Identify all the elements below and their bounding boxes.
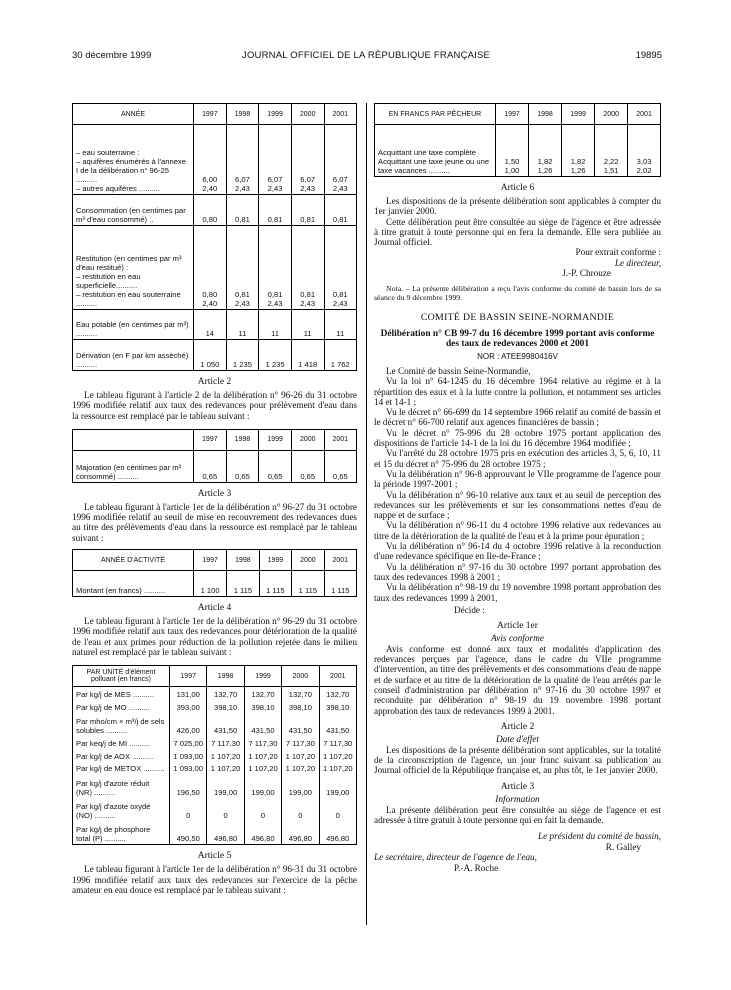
cell-value: 1 093,00: [170, 749, 207, 762]
cell-value: 199,00: [319, 774, 356, 797]
cell-value: 1 235: [226, 340, 259, 370]
row-label: Dérivation (en F par km assèché) ..........: [76, 351, 189, 369]
table-majoration: [72, 429, 357, 483]
cell-value: 1 050: [194, 340, 227, 370]
row-label: Par kg/j de AOX ..........: [76, 751, 154, 761]
preamble-paragraph: Le Comité de bassin Seine-Normandie,: [386, 365, 531, 376]
year-header: 2000: [291, 430, 324, 451]
table-row: [73, 687, 356, 700]
article-3-text: Le tableau figurant à l'article 1er de la délibération n° 96-27 du 31 octobre 1996 modifiée relatif au seuil de mise en recouvrement des redevances dues au titre des prélèvements d'eau dans la ressource est remplacé par le tableau suivant :: [72, 501, 357, 543]
table-row: [375, 125, 660, 177]
cell-value: 398,10: [282, 700, 319, 713]
cell-value: 2,22 1,51: [595, 125, 628, 177]
cell-value: 0,81: [291, 195, 324, 226]
table-row: [73, 450, 356, 482]
year-header: 2000: [595, 104, 628, 125]
preamble-paragraph: Vu la délibération n° 96-11 du 4 octobre 1996 relative aux redevances au titre de la détérioration de la qualité de l'eau et à la prime pour épuration ;: [374, 520, 661, 541]
column-header: [73, 430, 194, 451]
president-name: R. Galley: [605, 841, 641, 852]
cell-value: 7 117,30: [319, 736, 356, 749]
data-table: [73, 550, 356, 596]
cb-article-3-text: La présente délibération peut être consultée au siège de l'agence et est adressée à titre gratuit à toute personne qui en fait la demande.: [374, 804, 661, 826]
row-label: Par kg/j de METOX ..........: [76, 764, 165, 774]
year-header: 1997: [170, 666, 207, 687]
preamble-paragraph: Vu la délibération n° 96-10 relative aux taux et au seuil de perception des redevances sur les prélèvements et sur les consommations nettes d'eau de nappe et de surface ;: [374, 489, 661, 521]
row-label: Majoration (en centimes par m³ consommé) ..........: [76, 462, 182, 481]
cb-article-1-subtitle: Avis conforme: [491, 633, 544, 644]
cell-value: 11: [259, 309, 292, 340]
cell-value: 496,80: [319, 821, 356, 844]
year-header: 2001: [324, 550, 356, 571]
cell-value: 426,00: [170, 713, 207, 736]
column-header: ANNÉE: [73, 104, 194, 125]
cell-value: 1,82 1,26: [529, 125, 562, 177]
table-row: [73, 736, 356, 749]
row-label: Par kg/j de phosphore total (P) ..........: [76, 825, 151, 844]
table-peche: [374, 103, 661, 177]
row-label: Consommation (en centimes par m³ d'eau consommé) ..: [73, 195, 194, 226]
year-header: 2001: [319, 666, 356, 687]
article-3-title: Article 3: [197, 488, 232, 499]
cell-value: 0,65: [259, 450, 292, 482]
cell-value: 199,00: [207, 774, 244, 797]
president-role: Le président du comité de bassin,: [538, 831, 661, 842]
year-header: 1997: [194, 104, 227, 125]
cell-value: 0,81: [226, 195, 259, 226]
row-label: Restitution (en centimes par m³ d'eau restitué) : – restitution en eau superficielle.......... – restitution en eau souterraine ..........: [73, 226, 194, 310]
table-pollution: [72, 665, 357, 845]
cell-value: 0,65: [194, 450, 227, 482]
cell-value: 132,70: [282, 687, 319, 700]
cb-article-2-text: Les dispositions de la présente délibération sont applicables, sur la totalité de la circonscription de l'agence, un jour franc suivant sa publication au Journal officiel de la République française et, au plus tôt, le 1er janvier 2000.: [374, 744, 661, 776]
data-table: [73, 430, 356, 482]
cell-value: 496,80: [282, 821, 319, 844]
cell-value: 6,07 2,43: [324, 125, 356, 195]
cell-value: 14: [194, 309, 227, 340]
table-row: [73, 821, 356, 844]
article-2-title: Article 2: [197, 377, 232, 387]
row-label: Acquittant une taxe complète Acquittant une taxe jeune ou une taxe vacances ..........: [378, 148, 490, 175]
cell-value: 1 093,00: [170, 762, 207, 775]
year-header: 2001: [628, 104, 660, 125]
director-name: J.-P. Chrouze: [562, 268, 611, 279]
cell-value: 1 107,20: [319, 749, 356, 762]
cell-value: 398,10: [207, 700, 244, 713]
cb-article-2-subtitle: Date d'effet: [495, 734, 540, 745]
header-title: JOURNAL OFFICIEL DE LA RÉPUBLIQUE FRANÇAISE: [242, 50, 491, 61]
article-6-p2: Cette délibération peut être consultée au siège de l'agence et être adressée à titre gratuit à toute personne qui en fera la demande. Elle sera publiée au Journal officiel.: [374, 216, 661, 248]
cell-value: 1 418: [291, 340, 324, 370]
preamble: [374, 366, 661, 603]
cell-value: 0,80: [194, 195, 227, 226]
cell-value: 1 107,20: [282, 762, 319, 775]
article-2-text: Le tableau figurant à l'article 2 de la délibération n° 96-26 du 31 octobre 1996 modifiée relatif aux taux des redevances pour prélèvement d'eau dans la ressource est remplacé par le tableau suivant :: [72, 390, 357, 421]
row-label: Par kg/j d'azote oxydé (NO) ..........: [76, 801, 151, 820]
year-header: 1998: [226, 104, 259, 125]
right-column: [374, 103, 661, 873]
cell-value: 1 107,20: [244, 749, 281, 762]
cell-value: 0,65: [291, 450, 324, 482]
column-header: ANNÉE D'ACTIVITÉ: [73, 550, 194, 571]
cell-value: 0: [207, 798, 244, 821]
year-header: 1999: [259, 550, 291, 571]
director-role: Le directeur,: [614, 257, 661, 268]
cell-value: 431,50: [319, 713, 356, 736]
row-label: Montant (en francs) ..........: [76, 586, 166, 596]
column-header: PAR UNITÉ d'élément polluant (en francs): [73, 666, 170, 687]
year-header: 2001: [324, 104, 356, 125]
cell-value: 496,80: [207, 821, 244, 844]
cell-value: 0,81 2,43: [259, 226, 292, 310]
cell-value: 1 115: [227, 571, 259, 597]
row-label: Par kg/j de MO ..........: [76, 702, 150, 712]
data-table: [73, 104, 356, 370]
preamble-paragraph: Vu la délibération n° 97-16 du 30 octobre 1997 portant approbation des taux des redevances 1998 à 2001 ;: [374, 561, 661, 582]
cell-value: 0,81 2,43: [226, 226, 259, 310]
preamble-paragraph: Vu le décret n° 75-996 du 28 octobre 1975 portant application des dispositions de l'article 14-1 de la loi du 16 décembre 1964 modifiée ;: [374, 427, 661, 449]
header-page-number: 19895: [635, 50, 662, 61]
cell-value: 132,70: [319, 687, 356, 700]
year-header: 1998: [226, 430, 259, 451]
cell-value: 1 115: [259, 571, 291, 597]
table-row: [73, 309, 356, 340]
article-4-text: Le tableau figurant à l'article 1er de la délibération n° 96-29 du 31 octobre 1996 modifiée relatif aux taux des redevances pour détérioration de la qualité de l'eau et aux primes pour réduction de la pollution rejetée dans le milieu naturel est remplacé par le tableau suivant :: [72, 616, 357, 657]
cell-value: 398,10: [319, 700, 356, 713]
cell-value: 1 115: [324, 571, 356, 597]
header-date: 30 décembre 1999: [72, 50, 152, 61]
data-table: [73, 666, 356, 844]
cell-value: 431,50: [207, 713, 244, 736]
cell-value: 490,50: [170, 821, 207, 844]
preamble-paragraph: Vu l'arrêté du 28 octobre 1975 pris en exécution des articles 3, 5, 6, 10, 11 et 15 du décret n° 75-996 du 28 octobre 1975 ;: [374, 448, 661, 469]
table-row: [73, 798, 356, 821]
year-header: 1997: [496, 104, 529, 125]
cell-value: 7 117,30: [282, 736, 319, 749]
year-header: 1998: [529, 104, 562, 125]
cell-value: 131,00: [170, 687, 207, 700]
year-header: 1999: [244, 666, 281, 687]
row-label: Par kg/j de MES ..........: [76, 690, 155, 700]
table-row: [73, 700, 356, 713]
year-header: 1998: [227, 550, 259, 571]
article-5-text: Le tableau figurant à l'article 1er de la délibération n° 96-31 du 31 octobre 1996 modifiée relatif aux taux des redevances sur l'exercice de la pêche amateur en eau douce est remplacé par le tableau suivant :: [72, 864, 357, 895]
year-header: 1997: [194, 550, 227, 571]
cell-value: 0,65: [324, 450, 356, 482]
table-row: [73, 774, 356, 797]
cb-article-3-subtitle: Information: [495, 794, 540, 805]
cell-value: 393,00: [170, 700, 207, 713]
year-header: 1997: [194, 430, 227, 451]
nor-reference: NOR : ATEE9980416V: [477, 351, 558, 361]
committee-heading: COMITÉ DE BASSIN SEINE-NORMANDIE: [420, 311, 615, 323]
article-4-title: Article 4: [197, 603, 232, 614]
cell-value: 1 235: [259, 340, 292, 370]
deliberation-title: Délibération n° CB 99-7 du 16 décembre 1999 portant avis conforme des taux de redevances 2000 et 2001: [380, 328, 655, 350]
row-label: – eau souterraine : – aquifères énumérés à l'annexe I de la délibération n° 96-25 .......... – autres aquifères ..........: [73, 125, 194, 195]
preamble-paragraph: Vu le décret n° 66-699 du 14 septembre 1966 relatif au comité de bassin et le décret n° 66-700 relatif aux agences financières de bassin ;: [374, 407, 661, 428]
cell-value: 7 117,30: [244, 736, 281, 749]
cell-value: 431,50: [282, 713, 319, 736]
cell-value: 0,65: [226, 450, 259, 482]
row-label: Par mho/cm × m³/j de sels solubles ..........: [76, 717, 165, 736]
cb-article-1-title: Article 1er: [497, 620, 538, 631]
article-5-title: Article 5: [197, 851, 232, 862]
table-row: [73, 226, 356, 310]
year-header: 1999: [259, 104, 292, 125]
cell-value: 1 100: [194, 571, 227, 597]
table-redevances-prelevement: [72, 103, 357, 371]
year-header: 1999: [259, 430, 292, 451]
preamble-paragraph: Vu la délibération n° 96-8 approuvant le VIIe programme de l'agence pour la période 1997-2001 ;: [374, 468, 661, 490]
cell-value: 3,03 2,02: [628, 125, 660, 177]
cell-value: 132,70: [207, 687, 244, 700]
cell-value: 0,81 2,43: [291, 226, 324, 310]
cell-value: 7 025,00: [170, 736, 207, 749]
cell-value: 196,50: [170, 774, 207, 797]
article-6-p1: Les dispositions de la présente délibération sont applicables à compter du 1er janvier 2000.: [374, 196, 661, 217]
table-row: [73, 762, 356, 775]
cell-value: 1 107,20: [319, 762, 356, 775]
table-row: [73, 713, 356, 736]
year-header: 1998: [207, 666, 244, 687]
cell-value: 11: [324, 309, 356, 340]
table-row: [73, 195, 356, 226]
cell-value: 0: [319, 798, 356, 821]
preamble-paragraph: Vu la loi n° 64-1245 du 16 décembre 1964 relative au régime et à la répartition des eaux et à la lutte contre la pollution, et notamment ses articles 14 et 14-1 ;: [374, 376, 661, 407]
table-row: [73, 125, 356, 195]
year-header: 2000: [282, 666, 319, 687]
cell-value: 6,07 2,43: [259, 125, 292, 195]
cell-value: 199,00: [244, 774, 281, 797]
secretary-role: Le secrétaire, directeur de l'agence de l'eau,: [374, 852, 537, 863]
cell-value: 0: [282, 798, 319, 821]
column-header: EN FRANCS PAR PÊCHEUR: [375, 104, 496, 125]
cell-value: 1 107,20: [207, 762, 244, 775]
cell-value: 1,50 1,00: [496, 125, 529, 177]
decide-label: Décide :: [454, 604, 485, 615]
cell-value: 0: [170, 798, 207, 821]
cell-value: 1 115: [292, 571, 324, 597]
cb-article-3-title: Article 3: [500, 781, 535, 792]
article-6-title: Article 6: [500, 183, 535, 193]
cb-article-2-title: Article 2: [500, 721, 535, 732]
cell-value: 7 117,30: [207, 736, 244, 749]
cell-value: 1 762: [324, 340, 356, 370]
cell-value: 132,70: [244, 687, 281, 700]
row-label: Par kg/j d'azote réduit (NR) ..........: [76, 778, 150, 797]
cell-value: 398,10: [244, 700, 281, 713]
column-separator: [366, 103, 367, 925]
table-row: [73, 749, 356, 762]
year-header: 2000: [292, 550, 324, 571]
cell-value: 6,07 2,43: [291, 125, 324, 195]
cell-value: 0,81: [259, 195, 292, 226]
cell-value: 6,00 2,40: [194, 125, 227, 195]
cell-value: 0,81: [324, 195, 356, 226]
row-label: Par keq/j de MI ..........: [76, 738, 151, 748]
table-row: [73, 340, 356, 370]
table-seuil-recouvrement: [72, 549, 357, 597]
cell-value: 11: [291, 309, 324, 340]
extract-line: Pour extrait conforme :: [575, 247, 661, 258]
preamble-paragraph: Vu la délibération n° 96-14 du 4 octobre 1996 relative à la reconduction d'une redevance spécifique en Ile-de-France ;: [374, 541, 661, 562]
year-header: 1999: [562, 104, 595, 125]
year-header: 2001: [324, 430, 356, 451]
left-column: [72, 103, 357, 895]
table-row: [73, 571, 356, 597]
cell-value: 199,00: [282, 774, 319, 797]
preamble-paragraph: Vu la délibération n° 98-19 du 19 novembre 1998 portant approbation des taux des redevances 1999 à 2001,: [374, 582, 661, 603]
year-header: 2000: [291, 104, 324, 125]
secretary-name: P.-A. Roche: [454, 862, 499, 873]
cell-value: 0,80 2,40: [194, 226, 227, 310]
cb-article-1-text: Avis conforme est donné aux taux et modalités d'application des redevances perçues par l'agence, dans le cadre du VIIe programme d'intervention, au titre des prélèvements et des consommations d'eau de nappe et de surface et au titre de la détérioration de la qualité de l'eau arrêtés par le conseil d'administration par délibération n° 97-16 du 30 octobre 1997 et reconduite par délibération n° 98-19 du 19 novembre 1998 portant approbation des taux de redevances 1999 à 2001.: [374, 643, 661, 716]
cell-value: 0: [244, 798, 281, 821]
data-table: [375, 104, 660, 176]
cell-value: 496,80: [244, 821, 281, 844]
cell-value: 6,07 2,43: [226, 125, 259, 195]
cell-value: 1,82 1,26: [562, 125, 595, 177]
cell-value: 431,50: [244, 713, 281, 736]
cell-value: 1 107,20: [282, 749, 319, 762]
page-header: [72, 50, 662, 64]
cell-value: 1 107,20: [207, 749, 244, 762]
cell-value: 1 107,20: [244, 762, 281, 775]
cell-value: 0,81 2,43: [324, 226, 356, 310]
nota: Nota. – La présente délibération a reçu l'avis conforme du comité de bassin lors de sa séance du 9 décembre 1999.: [374, 283, 661, 302]
cell-value: 11: [226, 309, 259, 340]
row-label: Eau potable (en centimes par m³) ..........: [73, 309, 194, 340]
